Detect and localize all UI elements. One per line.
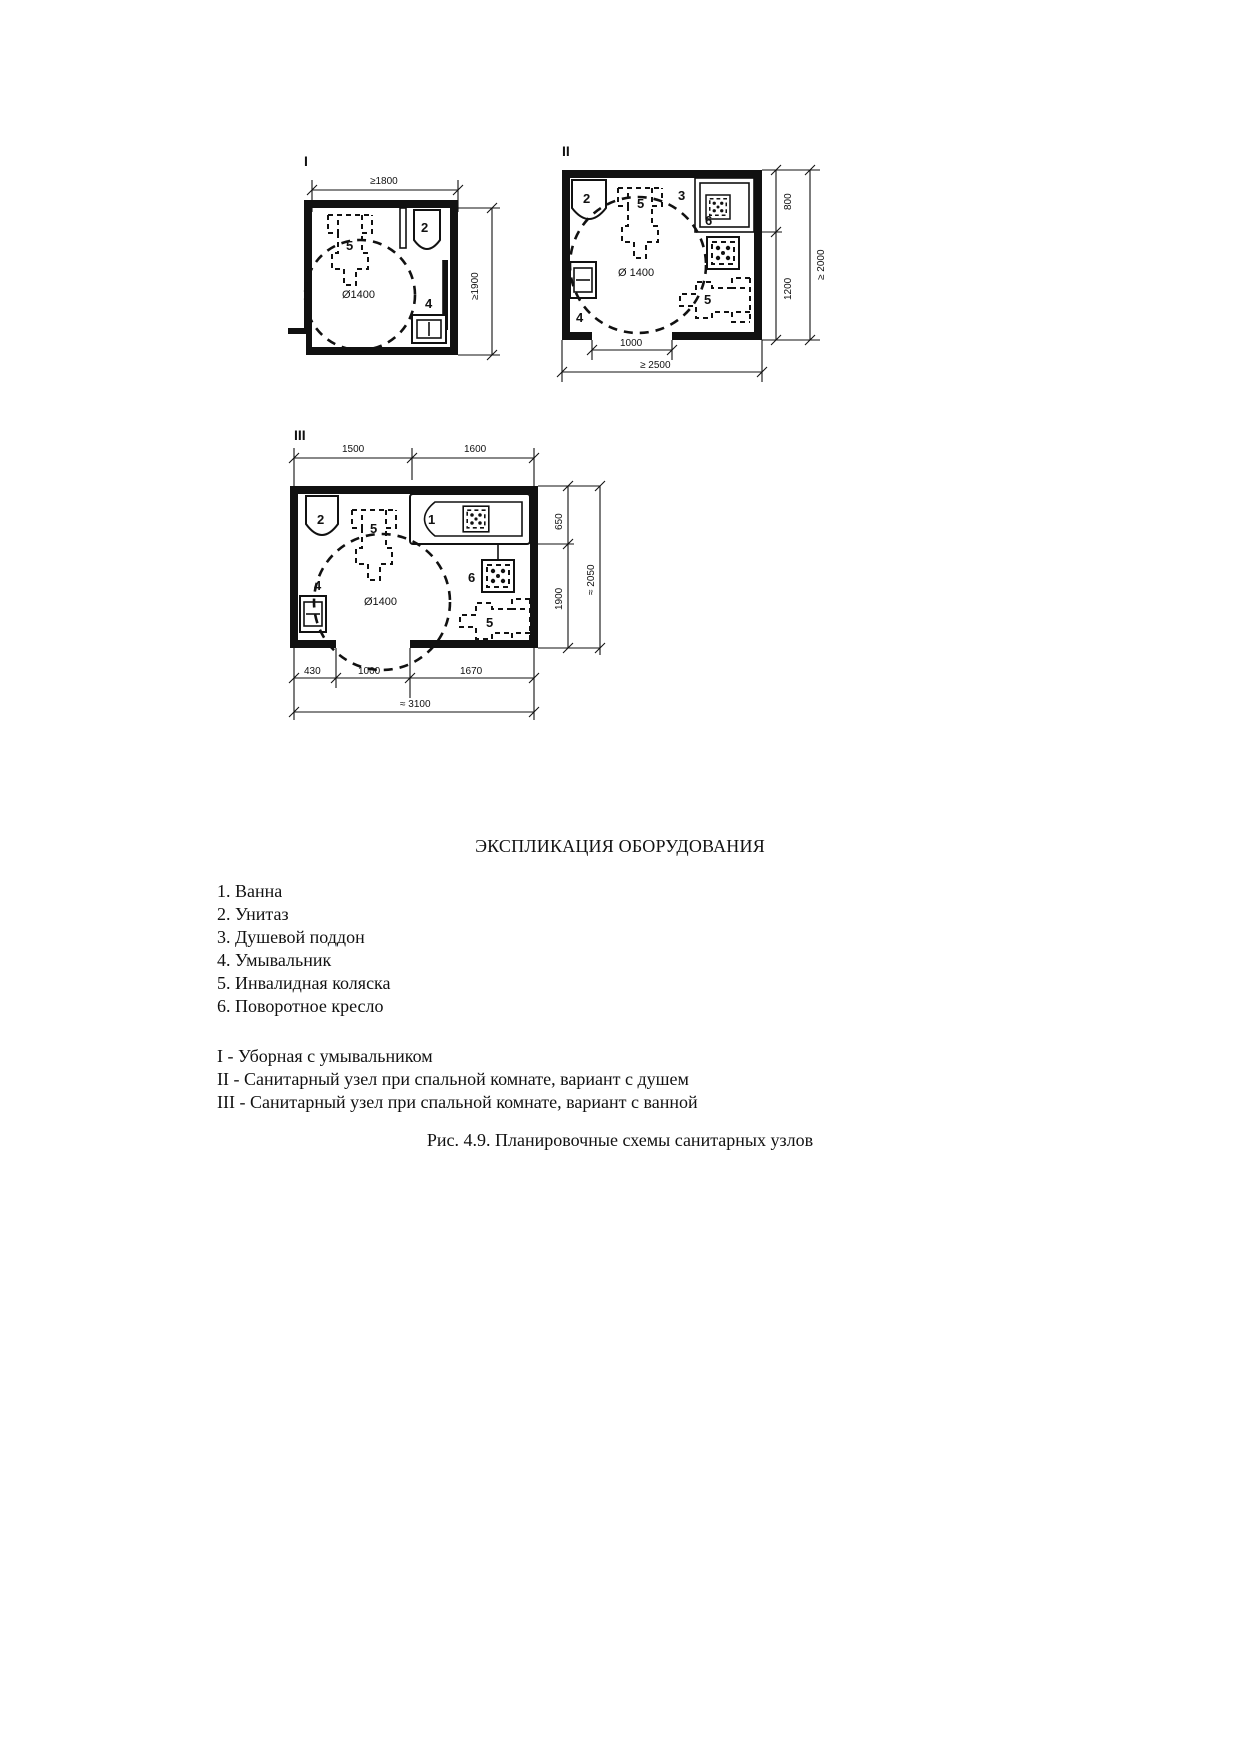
plan-2-dim-1200: 1200	[783, 277, 794, 300]
plan-3-dim-1670: 1670	[460, 666, 483, 677]
svg-text:6: 6	[468, 570, 476, 585]
svg-text:5: 5	[486, 615, 494, 630]
variant-item-2: II - Санитарный узел при спальной комнате, вариант с душем	[217, 1069, 689, 1089]
plan-3-dim-430: 430	[304, 666, 321, 677]
sanitary-plans-figure	[294, 143, 940, 810]
plan-2-dim-total-w: ≥ 2500	[640, 360, 671, 371]
plan-3-dim-1600: 1600	[464, 444, 487, 455]
legend-item-swivel-chair: 6. Поворотное кресло	[217, 996, 384, 1016]
plan-3-swivel-seat	[482, 560, 514, 592]
plan-3-dim-1500: 1500	[342, 444, 365, 455]
plan-2-dim-800: 800	[783, 193, 794, 210]
svg-text:4: 4	[425, 296, 433, 311]
plan-variants-list	[217, 1045, 698, 1114]
svg-text:4: 4	[314, 578, 322, 593]
svg-text:Ø 1400: Ø 1400	[618, 267, 655, 279]
svg-text:5: 5	[704, 292, 712, 307]
plan-2-wheelchair-bottom	[680, 278, 750, 322]
svg-text:4: 4	[576, 310, 584, 325]
plan-2-dim-total-h: ≥ 2000	[816, 249, 827, 280]
svg-text:3: 3	[678, 188, 686, 203]
explication-title: ЭКСПЛИКАЦИЯ ОБОРУДОВАНИЯ	[475, 836, 765, 856]
plan-1-width-dim: ≥1800	[370, 176, 398, 187]
svg-text:Ø1400: Ø1400	[364, 596, 398, 608]
svg-text:5: 5	[370, 521, 378, 536]
svg-text:5: 5	[637, 196, 645, 211]
plan-3-wheelchair-bottom	[460, 599, 530, 643]
plan-3-dim-total-w: ≈ 3100	[400, 699, 431, 710]
plan-3-dim-650: 650	[554, 513, 565, 530]
plan-3	[289, 427, 605, 720]
legend-item-shower-tray: 3. Душевой поддон	[217, 927, 365, 947]
svg-text:Ø1400: Ø1400	[342, 289, 376, 301]
legend-item-bath: 1. Ванна	[217, 881, 283, 901]
legend-item-washbasin: 4. Умывальник	[217, 950, 332, 970]
figure-caption: Рис. 4.9. Планировочные схемы санитарных узлов	[426, 1130, 814, 1150]
plan-3-dim-total-h: ≈ 2050	[586, 564, 597, 595]
variant-item-3: III - Санитарный узел при спальной комнате, вариант с ванной	[217, 1092, 698, 1112]
plan-2-swivel-seat	[707, 237, 739, 269]
svg-text:1: 1	[428, 512, 436, 527]
svg-text:2: 2	[317, 512, 325, 527]
plan-2-dim-door: 1000	[620, 338, 643, 349]
legend-item-wheelchair: 5. Инвалидная коляска	[217, 973, 391, 993]
plan-3-label: III	[294, 427, 306, 443]
plan-2-label: II	[562, 143, 570, 159]
plan-1-label: I	[304, 153, 308, 169]
variant-item-1: I - Уборная с умывальником	[217, 1046, 433, 1066]
plan-1-height-dim: ≥1900	[470, 272, 481, 300]
plan-3-dim-1000: 1000	[358, 666, 381, 677]
equipment-legend	[217, 880, 391, 1018]
plan-1	[288, 153, 500, 360]
svg-text:5: 5	[346, 238, 354, 253]
legend-item-toilet: 2. Унитаз	[217, 904, 289, 924]
plan-3-dim-1900: 1900	[554, 587, 565, 610]
plan-2	[557, 143, 827, 382]
svg-text:2: 2	[583, 191, 591, 206]
svg-text:6: 6	[705, 213, 713, 228]
svg-text:2: 2	[421, 220, 429, 235]
